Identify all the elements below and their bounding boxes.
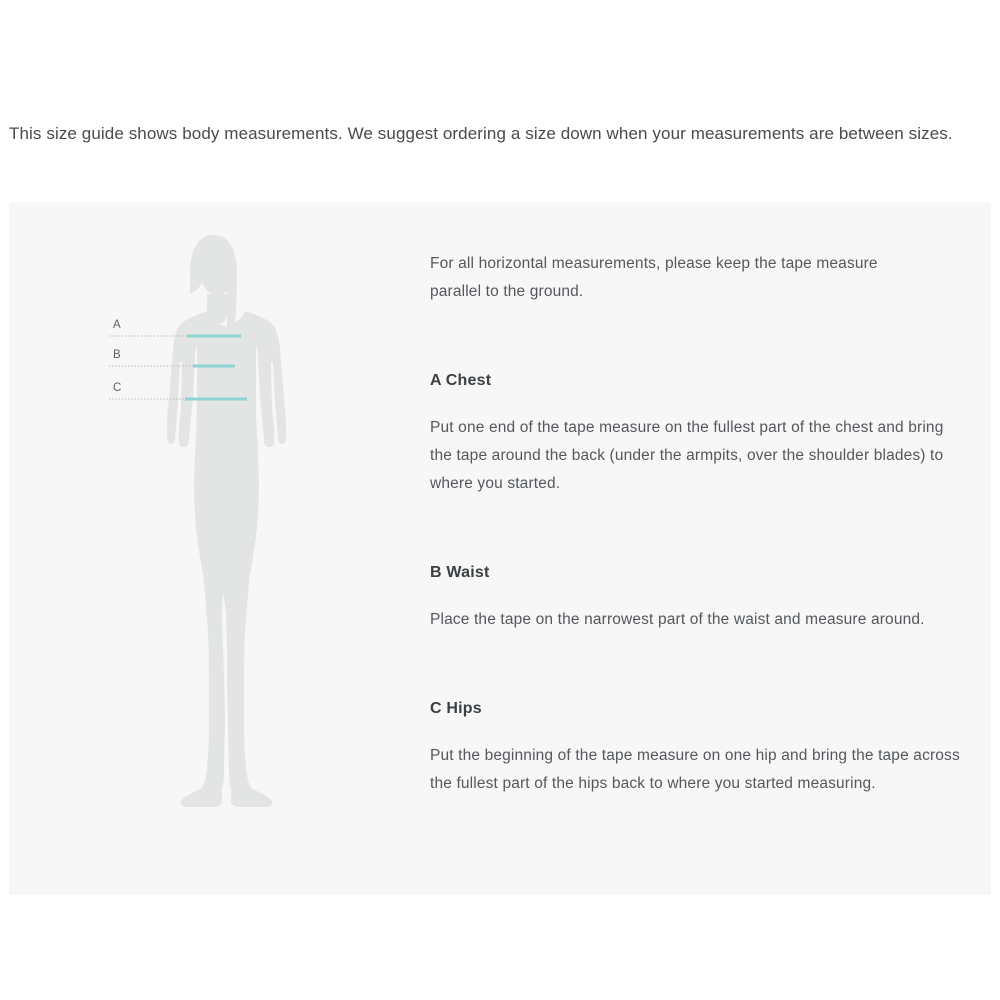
measurement-instructions-column: [430, 234, 975, 798]
instruction-body-waist: Place the tape on the narrowest part of the waist and measure around.: [430, 610, 925, 628]
tape-orientation-note: For all horizontal measurements, please keep the tape measure parallel to the ground.: [430, 254, 878, 300]
body-measurement-diagram: [9, 202, 429, 895]
instruction-heading-waist: B Waist: [430, 563, 490, 581]
instruction-section-hips: [430, 700, 975, 798]
measurement-label-c: C: [113, 382, 122, 394]
measurement-guide-panel: [9, 202, 991, 895]
instruction-section-waist: [430, 564, 975, 634]
female-silhouette-icon: [167, 235, 286, 807]
instruction-heading-hips: C Hips: [430, 699, 482, 717]
instruction-section-chest: [430, 372, 975, 498]
measurement-label-b: B: [113, 349, 121, 361]
instruction-body-hips: Put the beginning of the tape measure on one hip and bring the tape across the fullest part of the hips back to where you started measuring.: [430, 746, 960, 792]
instruction-body-chest: Put one end of the tape measure on the fullest part of the chest and bring the tape around the back (under the armpits, over the shoulder blades) to where you started.: [430, 418, 944, 492]
instruction-heading-chest: A Chest: [430, 371, 492, 389]
size-guide-intro-text: This size guide shows body measurements. We suggest ordering a size down when your measurements are between sizes.: [9, 124, 953, 143]
measurement-label-a: A: [113, 319, 121, 331]
body-diagram-column: [9, 202, 429, 895]
